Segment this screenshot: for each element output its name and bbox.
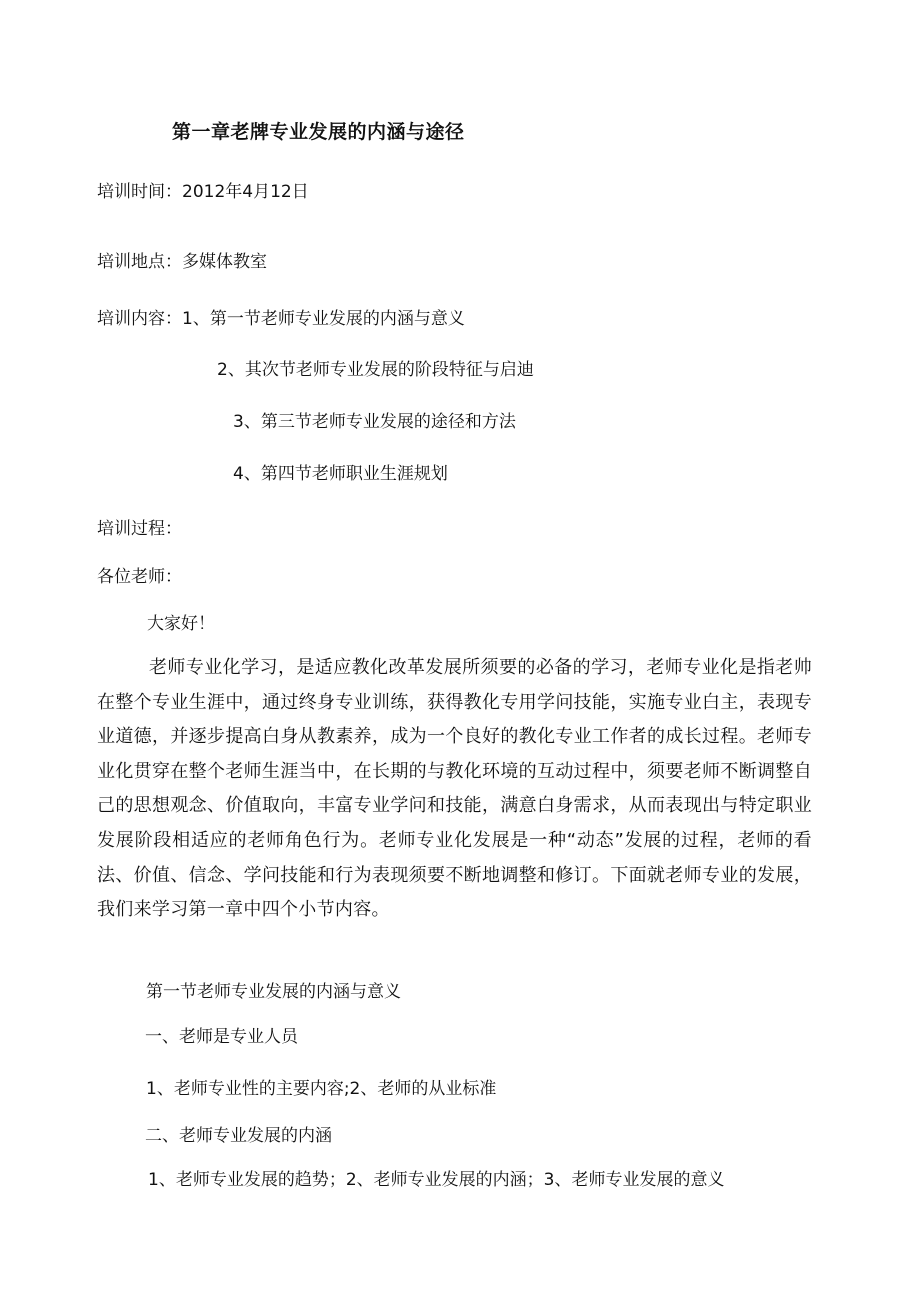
training-content-item-3: 3、第三节老师专业发展的途径和方法 [233, 412, 516, 432]
body-paragraph: 老师专业化学习，是适应教化改革发展所须要的必备的学习，老师专业化是指老帅在整个专业生涯中，通过终身专业训练，获得教化专用学问技能，实施专业白主，表现专业道德，并逐步提高白身从教素养，成为一个良好的教化专业工作者的成长过程。老师专业化贯穿在整个老师生涯当中，在长期的与教化环境的互动过程中，须要老师不断调整自己的思想观念、价值取向，丰富专业学问和技能，满意白身需求，从而表现出与特定职业发展阶段相适应的老师角色行为。老师专业化发展是一种“动态”发展的过程，老师的看法、价值、信念、学问技能和行为表现须要不断地调整和修订。下面就老师专业的发展，我们来学习第一章中四个小节内容。 [97, 657, 812, 921]
part-two-heading: 二、老师专业发展的内涵 [145, 1126, 332, 1146]
section-title: 第一节老师专业发展的内涵与意义 [146, 982, 401, 1002]
part-two-items: 1、老师专业发展的趋势；2、老师专业发展的内涵；3、老师专业发展的意义 [148, 1170, 725, 1190]
salutation: 各位老师： [97, 567, 182, 587]
part-one-heading: 一、老师是专业人员 [145, 1027, 298, 1047]
training-time: 培训时间：2012年4月12日 [97, 182, 309, 202]
training-process-label: 培训过程： [97, 519, 182, 539]
document-title: 第一章老牌专业发展的内涵与途径 [172, 121, 465, 143]
training-content-item-2: 2、其次节老师专业发展的阶段特征与启迪 [217, 360, 534, 380]
greeting: 大家好！ [147, 614, 215, 634]
training-place: 培训地点：多媒体教室 [97, 252, 267, 272]
part-one-items: 1、老师专业性的主要内容;2、老师的从业标准 [146, 1079, 497, 1099]
training-content-item-4: 4、第四节老师职业生涯规划 [233, 464, 448, 484]
training-content-item-1: 培训内容：1、第一节老师专业发展的内涵与意义 [97, 309, 465, 329]
